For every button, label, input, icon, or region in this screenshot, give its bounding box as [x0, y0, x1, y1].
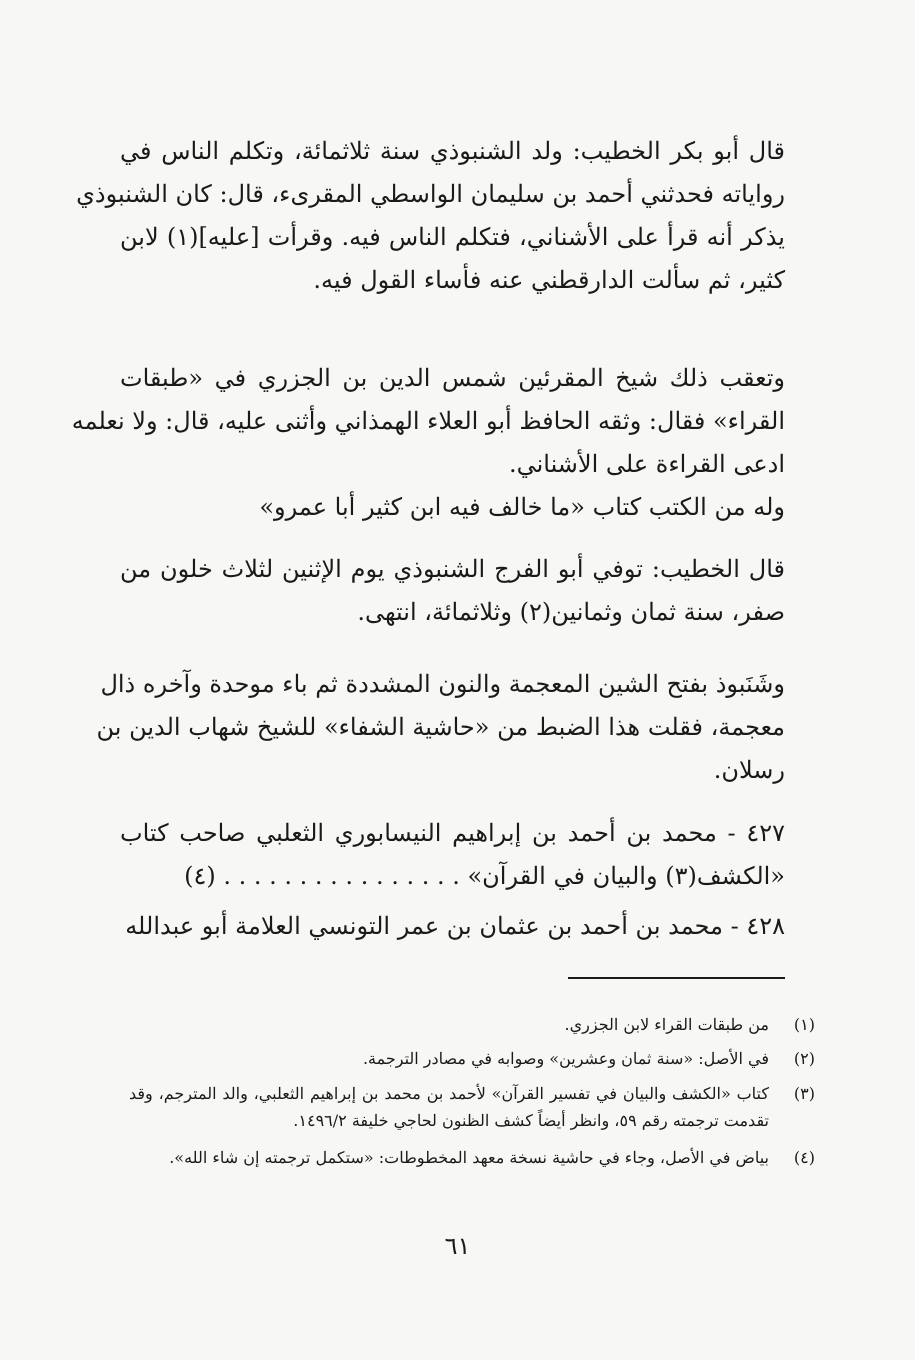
- footnote-divider: [568, 977, 785, 979]
- paragraph-4: [120, 548, 785, 634]
- footnote-text: من طبقات القراء لابن الجزري.: [564, 1015, 769, 1034]
- footnote-number: (٤): [793, 1148, 815, 1167]
- text-line: صفر، سنة ثمان وثمانين(٢) وثلاثمائة، انتهى.: [357, 598, 785, 626]
- footnote-3: [125, 1080, 815, 1134]
- page-number: ٦١: [444, 1232, 471, 1260]
- paragraph-3: [120, 486, 785, 529]
- text-line: معجمة، فقلت هذا الضبط من «حاشية الشفاء» للشيخ شهاب الدين بن: [96, 713, 785, 741]
- text-line: «الكشف(٣) والبيان في القرآن» . . . . . . . . . . . . . . . . (٤): [184, 862, 785, 890]
- footnote-1: [125, 1011, 815, 1038]
- footnote-number: (٢): [793, 1049, 815, 1068]
- text-line: قال أبو بكر الخطيب: ولد الشنبوذي سنة ثلاثمائة، وتكلم الناس في: [120, 137, 785, 165]
- text-line: رسلان.: [713, 756, 785, 784]
- footnote-number: (٣): [793, 1084, 815, 1103]
- text-line: رواياته فحدثني أحمد بن سليمان الواسطي المقرىء، قال: كان الشنبوذي: [76, 180, 785, 208]
- footnote-text: كتاب «الكشف والبيان في تفسير القرآن» لأحمد بن محمد بن إبراهيم الثعلبي، والد المترجم، وقد تقدمت ترجمته رقم ٥٩، وانظر أيضاً كشف الظنون لحاجي خليفة ١٤٩٦/٢.: [129, 1084, 769, 1130]
- text-line: قال الخطيب: توفي أبو الفرج الشنبوذي يوم الإثنين لثلاث خلون من: [120, 555, 785, 583]
- footnote-number: (١): [793, 1015, 815, 1034]
- paragraph-5: [96, 663, 785, 792]
- paragraph-2: [71, 357, 785, 486]
- entry-428: [120, 905, 785, 948]
- paragraph-1: [76, 130, 785, 302]
- text-line: وتعقب ذلك شيخ المقرئين شمس الدين بن الجزري في «طبقات: [120, 364, 785, 392]
- footnote-text: بياض في الأصل، وجاء في حاشية نسخة معهد المخطوطات: «ستكمل ترجمته إن شاء الله».: [169, 1148, 769, 1167]
- footnote-text: في الأصل: «سنة ثمان وعشرين» وصوابه في مصادر الترجمة.: [362, 1049, 769, 1068]
- text-line: كثير، ثم سألت الدارقطني عنه فأساء القول فيه.: [313, 266, 785, 294]
- text-line: وله من الكتب كتاب «ما خالف فيه ابن كثير أبا عمرو»: [259, 493, 785, 521]
- text-line: يذكر أنه قرأ على الأشناني، فتكلم الناس فيه. وقرأت [عليه](١) لابن: [120, 223, 785, 251]
- footnote-4: [125, 1144, 815, 1171]
- text-line: ٤٢٨ - محمد بن أحمد بن عثمان بن عمر التونسي العلامة أبو عبدالله: [125, 912, 785, 940]
- entry-427: [120, 812, 785, 898]
- footnote-2: [125, 1045, 815, 1072]
- text-line: وشَنَبوذ بفتح الشين المعجمة والنون المشددة ثم باء موحدة وآخره ذال: [100, 670, 785, 698]
- text-line: ادعى القراءة على الأشناني.: [508, 450, 785, 478]
- text-line: ٤٢٧ - محمد بن أحمد بن إبراهيم النيسابوري الثعلبي صاحب كتاب: [120, 819, 785, 847]
- text-line: القراء» فقال: وثقه الحافظ أبو العلاء الهمذاني وأثنى عليه، قال: ولا نعلمه: [71, 407, 785, 435]
